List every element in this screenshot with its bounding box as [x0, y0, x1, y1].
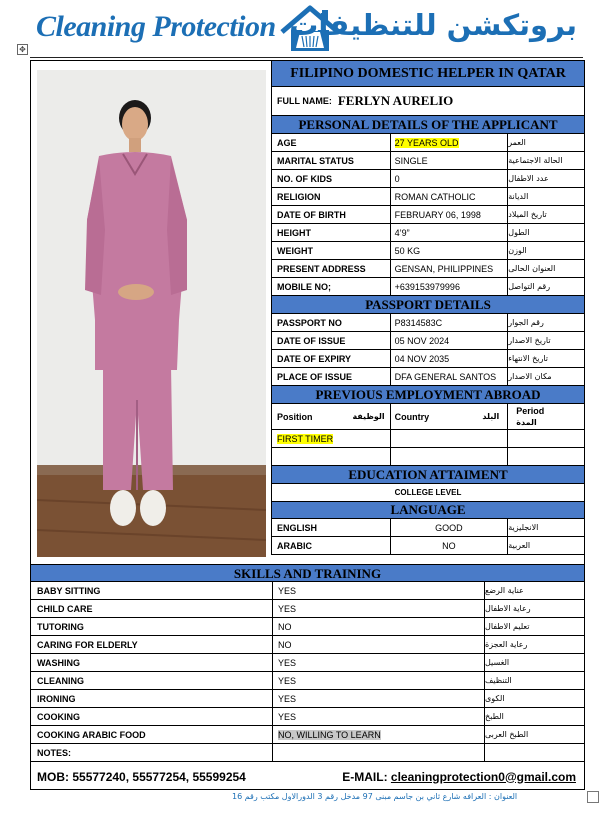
- skill-value: YES: [278, 657, 297, 668]
- personal-value: 4’9”: [394, 227, 410, 238]
- employment-position-value: FIRST TIMER: [277, 433, 334, 444]
- skills-heading: SKILLS AND TRAINING: [31, 564, 584, 582]
- skill-value: NO: [278, 621, 292, 632]
- personal-label: MOBILE NO;: [272, 278, 391, 295]
- mobile-info: [37, 770, 246, 784]
- language-value: NO: [391, 537, 509, 554]
- passport-value: P8314583C: [394, 317, 443, 328]
- skill-value: YES: [278, 693, 297, 704]
- skill-label: CARING FOR ELDERLY: [31, 636, 273, 653]
- skill-row: [31, 744, 584, 762]
- full-name-value: FERLYN AURELIO: [337, 93, 454, 108]
- language-label: ENGLISH: [272, 519, 391, 536]
- skill-label: COOKING: [31, 708, 273, 725]
- personal-value: FEBRUARY 06, 1998: [394, 209, 481, 220]
- passport-label-ar: تاريخ الاصدار: [508, 336, 551, 345]
- personal-row: [272, 170, 584, 188]
- language-value: GOOD: [391, 519, 509, 536]
- skill-label-ar: الطبخ العربى: [485, 730, 529, 739]
- skill-value: NO, WILLING TO LEARN: [278, 729, 381, 740]
- skill-label: WASHING: [31, 654, 273, 671]
- skill-row: [31, 654, 584, 672]
- passport-row: [272, 350, 584, 368]
- skill-label: IRONING: [31, 690, 273, 707]
- passport-label: DATE OF ISSUE: [272, 332, 391, 349]
- passport-details-heading: PASSPORT DETAILS: [272, 296, 584, 314]
- personal-label: MARITAL STATUS: [272, 152, 391, 169]
- skill-row: [31, 600, 584, 618]
- email-info: [342, 770, 576, 784]
- skill-label: TUTORING: [31, 618, 273, 635]
- personal-label-ar: عدد الاطفال: [508, 174, 549, 183]
- language-label: ARABIC: [272, 537, 391, 554]
- education-heading: EDUCATION ATTAIMENT: [272, 466, 584, 484]
- previous-employment-heading: PREVIOUS EMPLOYMENT ABROAD: [272, 386, 584, 404]
- personal-details-heading: PERSONAL DETAILS OF THE APPLICANT: [272, 116, 584, 134]
- personal-row: [272, 188, 584, 206]
- personal-value: 27 YEARS OLD: [394, 137, 459, 148]
- personal-row: [272, 206, 584, 224]
- passport-label-ar: تاريخ الانتهاء: [508, 354, 549, 363]
- mobile-numbers: 55577240, 55577254, 55599254: [72, 769, 246, 784]
- skill-value: NO: [278, 639, 292, 650]
- email-link[interactable]: cleaningprotection0@gmail.com: [390, 769, 576, 784]
- personal-value: 50 KG: [394, 245, 421, 256]
- skill-label-ar: الطبخ: [485, 712, 504, 721]
- document-title: FILIPINO DOMESTIC HELPER IN QATAR: [272, 61, 584, 87]
- skill-label-ar: الكوى: [485, 694, 505, 703]
- personal-row: [272, 278, 584, 296]
- skill-label: COOKING ARABIC FOOD: [31, 726, 273, 743]
- personal-value: GENSAN, PHILIPPINES: [394, 263, 494, 274]
- personal-label-ar: الديانة: [508, 192, 529, 201]
- personal-value: +639153979996: [394, 281, 460, 292]
- employment-country-header: Country: [394, 411, 430, 422]
- personal-row: [272, 134, 584, 152]
- brand-name-en: Cleaning Protection: [36, 10, 276, 43]
- personal-label-ar: رقم التواصل: [508, 282, 551, 291]
- employment-period-header-ar: المدة: [516, 417, 537, 427]
- personal-label: RELIGION: [272, 188, 391, 205]
- page-checkbox[interactable]: [587, 791, 599, 803]
- skill-row: [31, 726, 584, 744]
- language-row: [272, 537, 584, 555]
- skill-label-ar: التنظيف: [485, 676, 512, 685]
- passport-value: 04 NOV 2035: [394, 353, 450, 364]
- language-row: [272, 519, 584, 537]
- skill-label-ar: تعليم الاطفال: [485, 622, 530, 631]
- letterhead: [0, 0, 613, 60]
- employment-position-header-ar: الوظيفة: [352, 412, 385, 421]
- passport-value: DFA GENERAL SANTOS: [394, 371, 497, 382]
- skill-value: YES: [278, 675, 297, 686]
- full-name-row: [272, 87, 584, 116]
- skill-label-ar: [485, 744, 584, 761]
- personal-label-ar: الوزن: [508, 246, 527, 255]
- skill-label-ar: الغسيل: [485, 658, 510, 667]
- passport-label-ar: رقم الجوار: [508, 318, 544, 327]
- language-label-ar: العربية: [508, 541, 531, 550]
- table-move-handle-icon[interactable]: ✥: [17, 44, 28, 55]
- employment-empty-row: [272, 448, 584, 466]
- skill-value: YES: [278, 585, 297, 596]
- personal-label-ar: العمر: [508, 138, 526, 147]
- employment-period-header: Period: [516, 405, 545, 416]
- contact-bar: [31, 764, 584, 789]
- personal-value: ROMAN CATHOLIC: [394, 191, 476, 202]
- applicant-photo: [37, 70, 266, 557]
- personal-label-ar: الطول: [508, 228, 530, 237]
- skill-row: [31, 636, 584, 654]
- skill-label: CLEANING: [31, 672, 273, 689]
- employment-header-row: [272, 404, 584, 430]
- personal-label: NO. OF KIDS: [272, 170, 391, 187]
- personal-row: [272, 242, 584, 260]
- skill-label: NOTES:: [31, 744, 273, 761]
- skill-label-ar: رعاية العجزة: [485, 640, 528, 649]
- passport-row: [272, 332, 584, 350]
- skill-row: [31, 582, 584, 600]
- email-label: E-MAIL:: [342, 769, 388, 784]
- personal-row: [272, 152, 584, 170]
- passport-label-ar: مكان الاصدار: [508, 372, 552, 381]
- employment-entry-row: [272, 430, 584, 448]
- header-rule: [30, 57, 583, 58]
- passport-row: [272, 314, 584, 332]
- employment-country-header-ar: البلد: [482, 412, 500, 421]
- passport-label: PLACE OF ISSUE: [272, 368, 391, 385]
- language-heading: LANGUAGE: [272, 502, 584, 519]
- personal-label: WEIGHT: [272, 242, 391, 259]
- employment-position-header: Position: [277, 411, 313, 422]
- language-label-ar: الانجليزية: [508, 523, 539, 532]
- passport-row: [272, 368, 584, 386]
- personal-label-ar: العنوان الحالى: [508, 264, 556, 273]
- personal-label-ar: الحالة الاجتماعية: [508, 156, 563, 165]
- personal-label: PRESENT ADDRESS: [272, 260, 391, 277]
- skill-label: CHILD CARE: [31, 600, 273, 617]
- personal-label: DATE OF BIRTH: [272, 206, 391, 223]
- skill-label: BABY SITTING: [31, 582, 273, 599]
- personal-value: SINGLE: [394, 155, 428, 166]
- passport-label: PASSPORT NO: [272, 314, 391, 331]
- passport-value: 05 NOV 2024: [394, 335, 450, 346]
- personal-row: [272, 260, 584, 278]
- education-row: [272, 484, 584, 502]
- skills-table: [31, 564, 584, 762]
- skill-value: YES: [278, 603, 297, 614]
- passport-label: DATE OF EXPIRY: [272, 350, 391, 367]
- skill-value: YES: [278, 711, 297, 722]
- education-value: COLLEGE LEVEL: [394, 488, 462, 497]
- personal-label: AGE: [272, 134, 391, 151]
- brand-name-ar: بروتكشن للتنظيفات: [289, 8, 577, 42]
- skill-row: [31, 708, 584, 726]
- skill-row: [31, 672, 584, 690]
- office-address: العنوان : العرافه شارع ثاني بن جاسم مبنى 97 مدخل رقم 3 الدورالاول مكتب رقم 16: [232, 792, 518, 801]
- full-name-label: FULL NAME:: [277, 96, 332, 106]
- skill-label-ar: عناية الرضع: [485, 586, 524, 595]
- mobile-label: MOB:: [37, 769, 69, 784]
- skill-row: [31, 618, 584, 636]
- skill-row: [31, 690, 584, 708]
- personal-row: [272, 224, 584, 242]
- personal-label: HEIGHT: [272, 224, 391, 241]
- details-table: [271, 61, 584, 555]
- personal-value: 0: [394, 173, 400, 184]
- personal-label-ar: تاريخ الميلاد: [508, 210, 547, 219]
- skill-label-ar: رعاية الاطفال: [485, 604, 531, 613]
